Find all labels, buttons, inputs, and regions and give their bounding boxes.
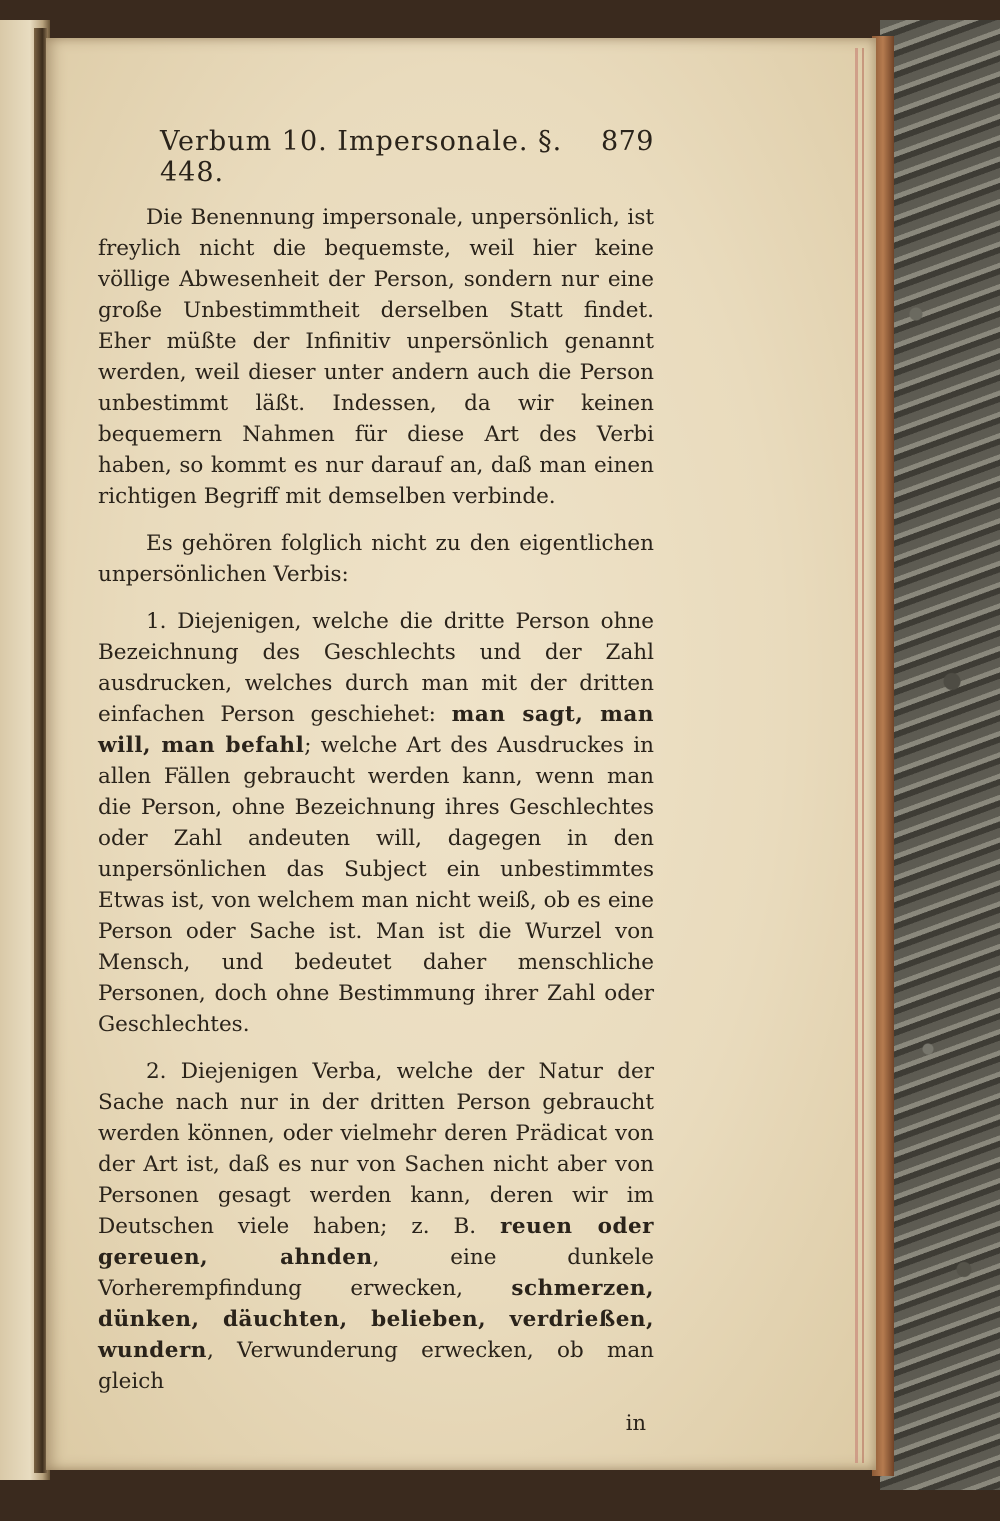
page-edge-red-line [855, 48, 858, 1463]
item-1-text-b: ; welche Art des Ausdruckes in allen Fällen gebraucht werden kann, wenn man die Person, ohne Bezeichnung ihres Geschlechtes oder Zahl andeuten will, dagegen in den unpersönlichen das Subject ein unbestimmtes Etwas ist, von welchem man nicht weiß, ob es eine Person oder Sache ist. Man ist die Wurzel von Mensch, und bedeutet daher menschliche Personen, doch ohne Bestimmung ihrer Zahl oder Geschlechtes. [98, 733, 655, 1037]
page-edge-red-line [862, 48, 864, 1463]
paragraph-item-2 [98, 1056, 654, 1397]
paragraph-item-1 [98, 606, 654, 1040]
item-2-emphasis-b: schmerzen, dünken, däuchten, belieben, verdrießen, wundern [98, 1276, 654, 1363]
item-1-emphasis: man sagt, man will, man befahl [98, 702, 654, 758]
item-2-text-c: , Verwunderung erwecken, ob man gleich [98, 1338, 654, 1394]
running-head-title: Verbum 10. Impersonale. §. 448. [160, 126, 563, 188]
item-2-text-b: , eine dunkele Vorherempfindung erwecken, [98, 1245, 655, 1301]
page-number: 879 [600, 126, 654, 157]
marbled-cover [880, 20, 1000, 1490]
page-text-block [98, 126, 654, 1435]
item-2-emphasis-a: reuen oder gereuen, ahnden [98, 1214, 654, 1270]
paragraph-intro-list: Es gehören folglich nicht zu den eigentlichen unpersönlichen Verbis: [98, 531, 654, 587]
catchword: in [625, 1411, 646, 1435]
item-1-text-a: 1. Diejenigen, welche die dritte Person ohne Bezeichnung des Geschlechts und der Zahl ausdrucken, welches durch man mit der dritten einfachen Person geschiehet: [98, 609, 654, 727]
item-2-text-a: 2. Diejenigen Verba, welche der Natur der Sache nach nur in der dritten Person gebraucht werden können, oder vielmehr deren Prädicat von der Art ist, daß es nur von Sachen nicht aber von Personen gesagt werden kann, deren wir im Deutschen viele haben; z. B. [98, 1059, 654, 1239]
paragraph-definition: Die Benennung impersonale, unpersönlich, ist freylich nicht die bequemste, weil hier keine völlige Abwesenheit der Person, sondern nur eine große Unbestimmtheit derselben Statt findet. Eher müßte der Infinitiv unpersönlich genannt werden, weil dieser unter andern auch die Person unbestimmt läßt. Indessen, da wir keinen bequemern Nahmen für diese Art des Verbi haben, so kommt es nur darauf an, daß man einen richtigen Begriff mit demselben verbinde. [98, 205, 654, 509]
running-head [160, 126, 654, 188]
